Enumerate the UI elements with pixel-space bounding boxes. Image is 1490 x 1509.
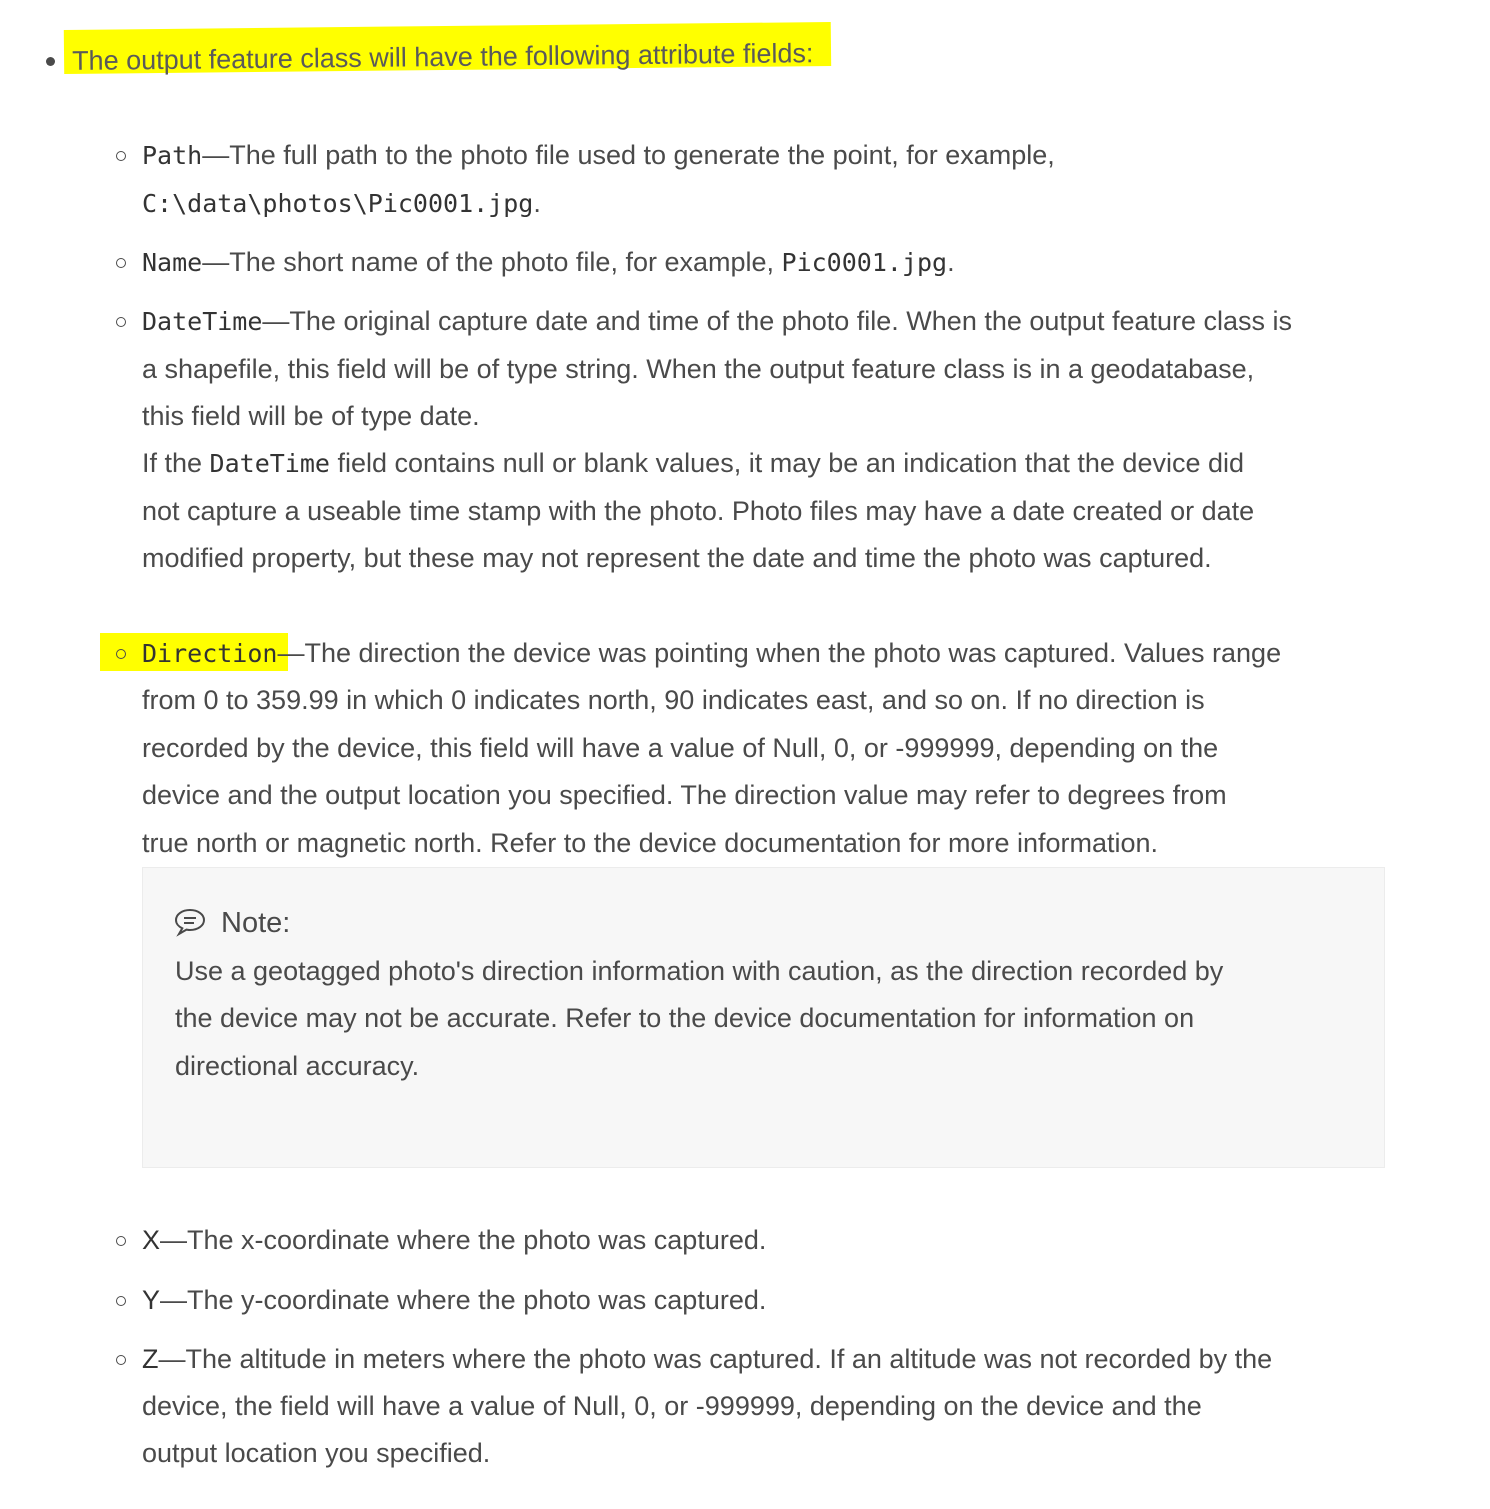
sub-bullet xyxy=(116,1355,126,1365)
field-datetime-line-6: modified property, but these may not represent the date and time the photo was captured. xyxy=(142,543,1212,573)
field-name-z: Z xyxy=(142,1344,159,1374)
text-fragment: field contains null or blank values, it may be an indication that the device did xyxy=(329,448,1245,478)
field-path-example: C:\data\photos\Pic0001.jpg xyxy=(142,189,534,218)
speech-bubble-icon xyxy=(174,907,206,937)
field-name-description: —The short name of the photo file, for example, xyxy=(202,247,782,277)
note-line-1: Use a geotagged photo's direction information with caution, as the direction recorded by xyxy=(175,956,1224,986)
field-name-y: Y xyxy=(142,1285,161,1315)
field-path xyxy=(142,132,1055,179)
inline-code-datetime: DateTime xyxy=(209,449,330,478)
bullet-point xyxy=(46,57,55,66)
field-z xyxy=(142,1336,1272,1383)
field-datetime-line-5: not capture a useable time stamp with the photo. Photo files may have a date created or date xyxy=(142,496,1255,526)
field-direction-line-4: device and the output location you specified. The direction value may refer to degrees from xyxy=(142,780,1227,810)
field-name-path: Path xyxy=(142,141,203,170)
field-name-x: X xyxy=(142,1225,161,1255)
field-name-direction: Direction xyxy=(142,639,278,668)
field-path-example-line xyxy=(142,180,541,227)
text-fragment: If the xyxy=(142,448,210,478)
field-datetime-line-4 xyxy=(142,440,1244,487)
sub-bullet xyxy=(116,649,126,659)
period: . xyxy=(947,247,955,277)
period: . xyxy=(533,188,541,218)
note-line-2: the device may not be accurate. Refer to the device documentation for information on xyxy=(175,1003,1195,1033)
field-datetime-line-3: this field will be of type date. xyxy=(142,401,480,431)
field-x-description: —The x-coordinate where the photo was captured. xyxy=(160,1225,767,1255)
main-bullet-text: The output feature class will have the following attribute fields: xyxy=(64,22,832,74)
field-name-example: Pic0001.jpg xyxy=(781,248,948,277)
field-datetime xyxy=(142,298,1292,345)
field-y-description: —The y-coordinate where the photo was captured. xyxy=(160,1285,767,1315)
field-datetime-line-2: a shapefile, this field will be of type string. When the output feature class is in a geodatabase, xyxy=(142,354,1255,384)
field-direction-line-3: recorded by the device, this field will have a value of Null, 0, or -999999, depending on the xyxy=(142,733,1219,763)
field-x xyxy=(142,1217,766,1264)
note-label: Note: xyxy=(221,907,291,939)
sub-bullet xyxy=(116,1296,126,1306)
field-z-line-3: output location you specified. xyxy=(142,1438,491,1468)
sub-bullet xyxy=(116,1236,126,1246)
field-name-datetime: DateTime xyxy=(142,307,263,336)
field-y xyxy=(142,1277,766,1324)
field-direction-line-5: true north or magnetic north. Refer to the device documentation for more information. xyxy=(142,828,1159,858)
field-z-description: —The altitude in meters where the photo was captured. If an altitude was not recorded by the xyxy=(158,1344,1273,1374)
field-direction-description: —The direction the device was pointing when the photo was captured. Values range xyxy=(277,638,1282,668)
field-name-name: Name xyxy=(142,248,203,277)
sub-bullet xyxy=(116,317,126,327)
sub-bullet xyxy=(116,258,126,268)
field-direction xyxy=(142,630,1281,677)
sub-bullet xyxy=(116,151,126,161)
note-line-3: directional accuracy. xyxy=(175,1051,420,1081)
field-direction-line-2: from 0 to 359.99 in which 0 indicates north, 90 indicates east, and so on. If no direction is xyxy=(142,685,1205,715)
field-z-line-2: device, the field will have a value of Null, 0, or -999999, depending on the device and the xyxy=(142,1391,1202,1421)
field-name xyxy=(142,239,955,286)
field-path-description: —The full path to the photo file used to generate the point, for example, xyxy=(202,140,1055,170)
field-datetime-description: —The original capture date and time of the photo file. When the output feature class is xyxy=(262,306,1293,336)
